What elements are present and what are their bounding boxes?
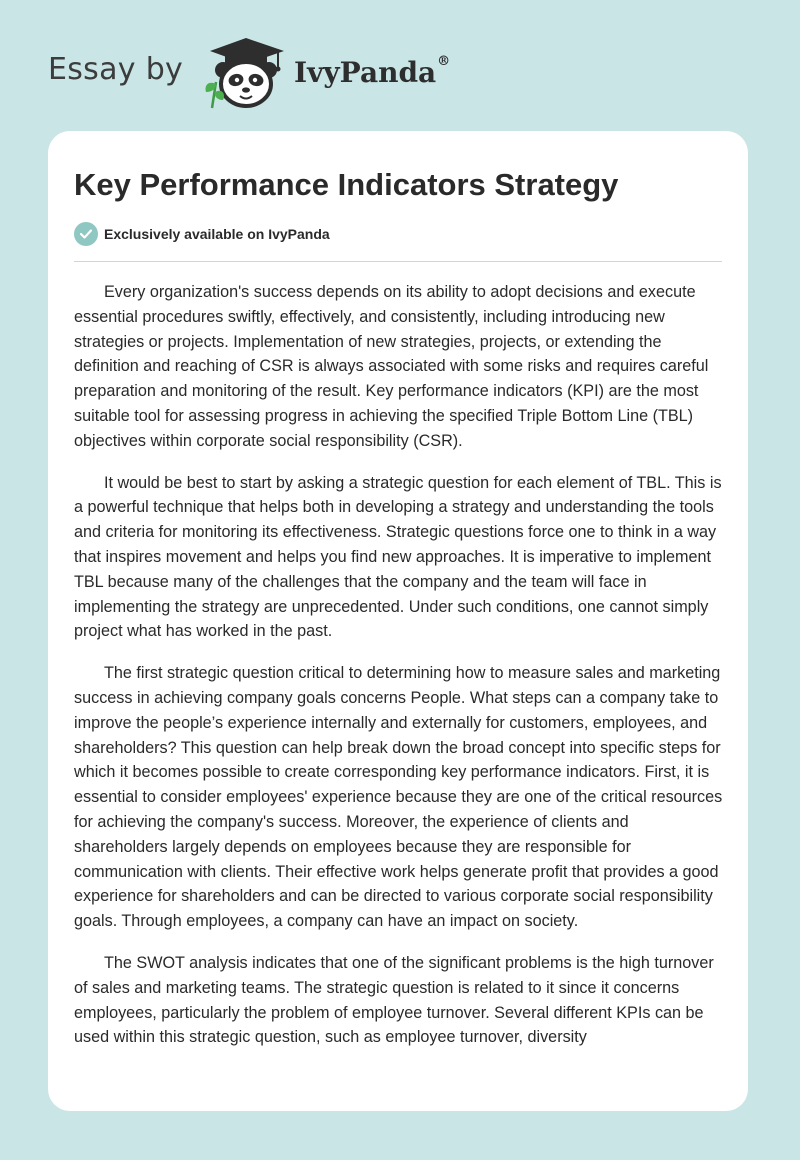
page-title: Key Performance Indicators Strategy (74, 167, 619, 202)
article-body (74, 280, 726, 1067)
brand-text: IvyPanda (294, 56, 437, 89)
essay-by-label: Essay by (48, 52, 184, 87)
paragraph: The SWOT analysis indicates that one of the significant problems is the high turnover of sales and marketing teams. The strategic question is related to it since it concerns employees, particularly the problem of employee turnover. Several different KPIs can be used within this strategic question, such as employee turnover, diversity (74, 953, 714, 1047)
paragraph: It would be best to start by asking a strategic question for each element of TBL. This is a powerful technique that helps both in developing a strategy and understanding the tools and criteria for monitoring its effectiveness. Strategic questions force one to think in a way that inspires movement and helps you find new approaches. It is imperative to implement TBL because many of the challenges that the company and the team will face in implementing the strategy are unprecedented. Under such conditions, one cannot simply project what has worked in the past. (74, 473, 722, 641)
exclusive-label: Exclusively available on IvyPanda (104, 226, 330, 242)
paragraph: Every organization's success depends on its ability to adopt decisions and execute essential procedures swiftly, effectively, and consistently, including introducing new strategies or projects. Implementation of new strategies, projects, or extending the definition and reaching of CSR is always associated with some risks and requires careful preparation and monitoring of the result. Key performance indicators (KPI) are the most suitable tool for assessing progress in achieving the specified Triple Bottom Line (TBL) objectives within corporate social responsibility (CSR). (74, 283, 709, 450)
article-card (48, 131, 748, 1111)
site-header (0, 0, 800, 130)
check-icon (74, 222, 98, 246)
divider (74, 261, 722, 262)
paragraph: The first strategic question critical to determining how to measure sales and marketing success in achieving company goals concerns People. What steps can a company take to improve the people’s experience internally and externally for customers, employees, and shareholders? This question can help break down the broad concept into specific steps for which it becomes possible to create corresponding key performance indicators. First, it is essential to consider employees' experience because they are one of the critical resources for achieving the company's success. Moreover, the experience of clients and shareholders largely depends on employees because they are responsible for communication with clients. Their effective work helps generate profit that provides a good experience for shareholders and can be directed to various corporate social responsibility goals. Through employees, a company can have an impact on society. (74, 664, 723, 931)
exclusive-badge (74, 222, 330, 246)
brand-name (294, 56, 450, 89)
registered-mark: ® (437, 54, 451, 69)
panda-graduate-icon (198, 34, 294, 110)
